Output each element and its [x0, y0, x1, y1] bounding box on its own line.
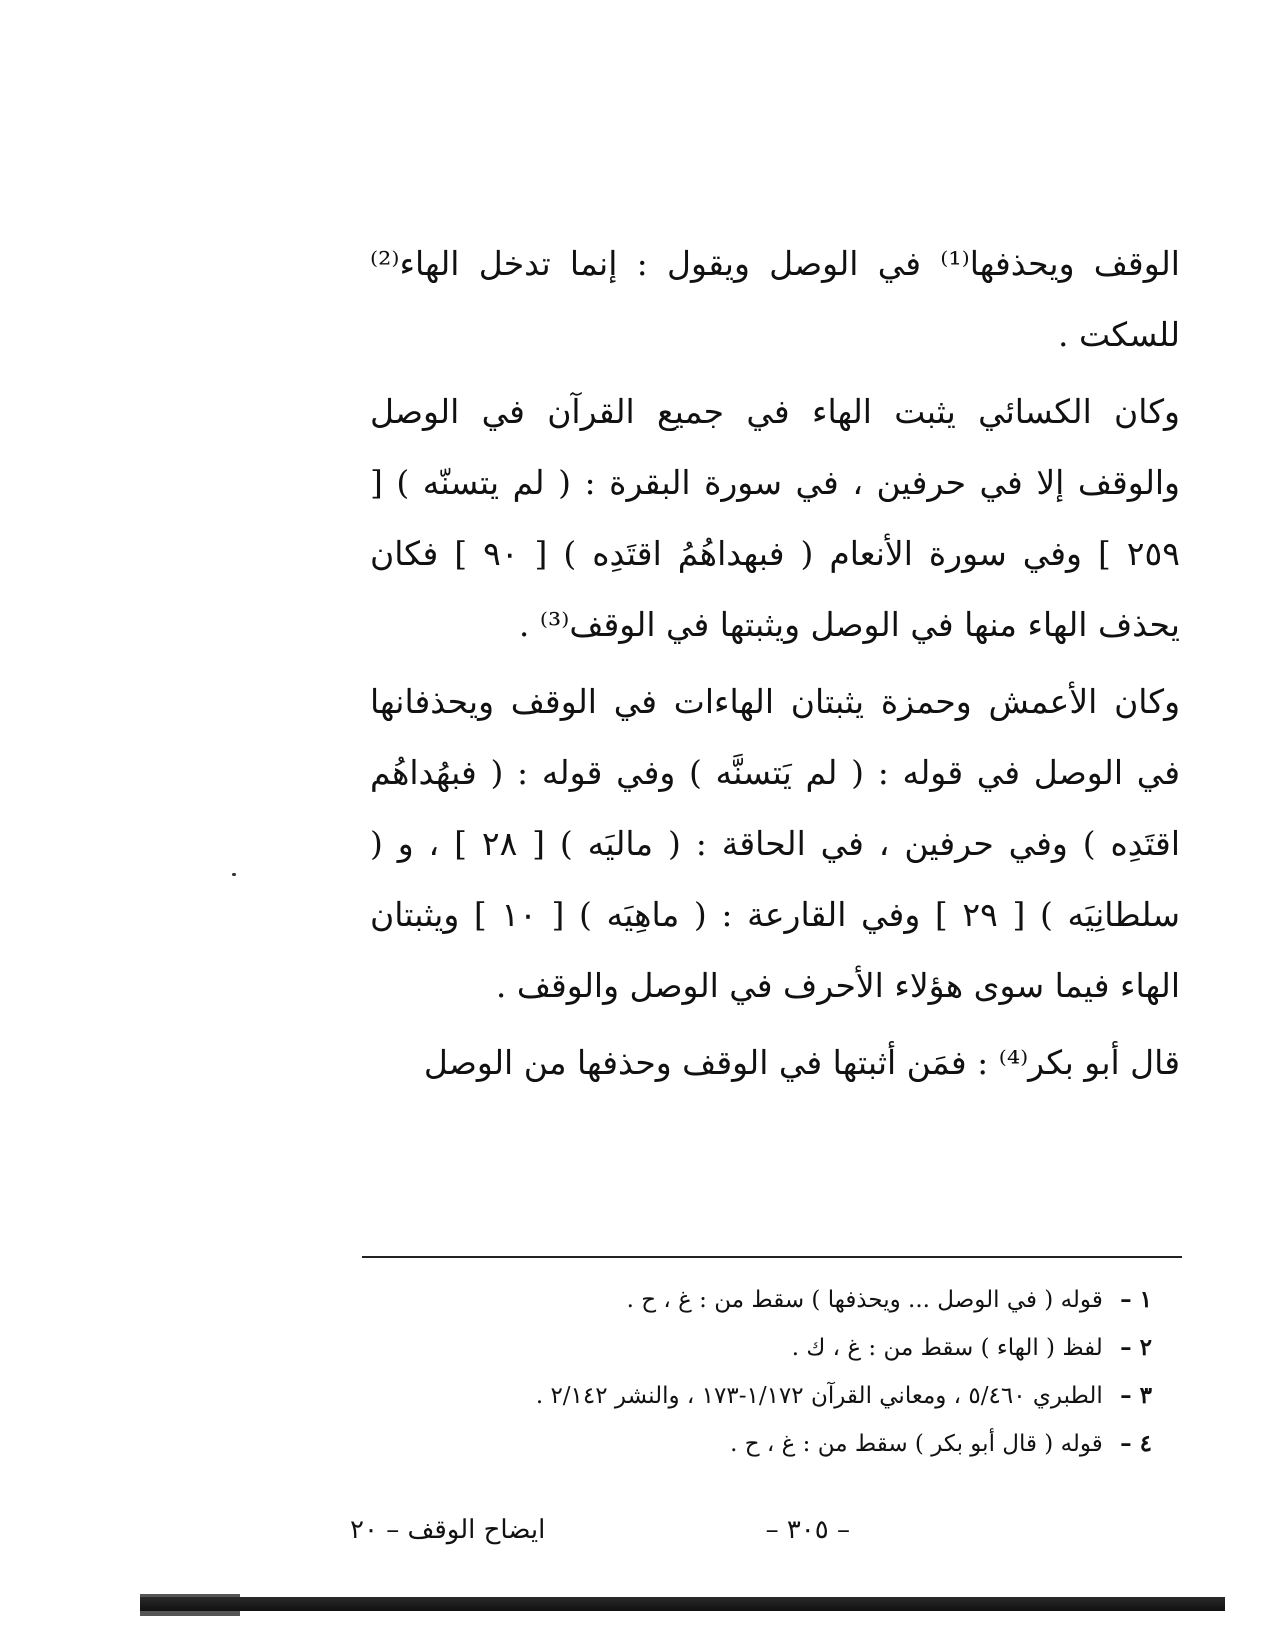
paragraph-1: الوقف ويحذفها⁽¹⁾ في الوصل ويقول : إنما تدخل الهاء⁽²⁾ للسكت .: [370, 244, 1180, 354]
footnote-number: ١ –: [1120, 1286, 1152, 1313]
footnote-number: ٤ –: [1120, 1430, 1152, 1457]
paragraph-2: وكان الكسائي يثبت الهاء في جميع القرآن في الوصل والوقف إلا في حرفين ، في سورة البقرة : ( لم يتسنّه ) [ ٢٥٩ ] وفي سورة الأنعام ( فبهداهُمُ اقتَدِه ) [ ٩٠ ] فكان يحذف الهاء منها في الوصل ويثبتها في الوقف⁽³⁾ .: [370, 392, 1180, 644]
footnote-text: قوله ( في الوصل ... ويحذفها ) سقط من : غ ، ح .: [626, 1287, 1103, 1313]
footnote-text: الطبري ٥/٤٦٠ ، ومعاني القرآن ١/١٧٢-١٧٣ ، والنشر ٢/١٤٢ .: [535, 1383, 1103, 1409]
page-number: – ٣٠٥ –: [765, 1515, 850, 1545]
footnote-1: [370, 1276, 1152, 1324]
footnote-4: [370, 1420, 1152, 1468]
footnote-separator: [362, 1256, 1182, 1258]
footnote-2: [370, 1324, 1152, 1372]
footnote-text: لفظ ( الهاء ) سقط من : غ ، ك .: [791, 1335, 1103, 1361]
page-footer: [350, 1515, 850, 1555]
paragraph-4: قال أبو بكر⁽⁴⁾ : فمَن أثبتها في الوقف وحذفها من الوصل: [423, 1043, 1180, 1082]
main-text: [370, 228, 1180, 1098]
footnote-3: [370, 1372, 1152, 1420]
paragraph-3: وكان الأعمش وحمزة يثبتان الهاءات في الوقف ويحذفانها في الوصل في قوله : ( لم يَتسنَّه ) وفي قوله : ( فبهُداهُم اقتَدِه ) وفي حرفين ، في الحاقة : ( ماليَه ) [ ٢٨ ] ، و ( سلطانِيَه ) [ ٢٩ ] وفي القارعة : ( ماهِيَه ) [ ١٠ ] ويثبتان الهاء فيما سوى هؤلاء الأحرف في الوصل والوقف .: [370, 682, 1180, 1005]
scan-edge-bar: [140, 1597, 1225, 1611]
footnote-text: قوله ( قال أبو بكر ) سقط من : غ ، ح .: [730, 1431, 1103, 1457]
scan-speck: [232, 873, 236, 876]
book-signature: ايضاح الوقف – ٢٠: [350, 1515, 546, 1545]
footnote-number: ٣ –: [1120, 1382, 1152, 1409]
footnote-number: ٢ –: [1120, 1334, 1152, 1361]
footnotes: [370, 1276, 1152, 1468]
